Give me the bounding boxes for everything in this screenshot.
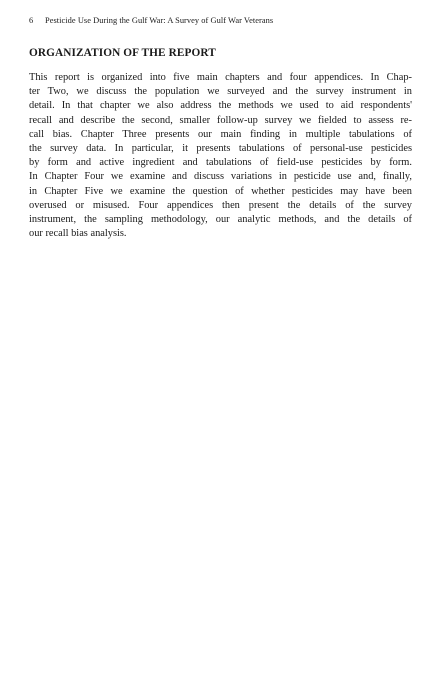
paragraph-line: instrument, the sampling methodology, our analytic methods, and the details of xyxy=(29,214,412,226)
paragraph-line: in Chapter Five we examine the question of whether pesticides may have been xyxy=(29,185,412,197)
running-title: Pesticide Use During the Gulf War: A Survey of Gulf War Veterans xyxy=(45,16,274,25)
paragraph-line: This report is organized into five main chapters and four appendices. In Chap- xyxy=(29,72,412,83)
page-number: 6 xyxy=(29,16,34,25)
paragraph-line: call bias. Chapter Three presents our main finding in multiple tabulations of xyxy=(29,128,412,140)
paragraph-line: by form and active ingredient and tabulations of field-use pesticides by form. xyxy=(29,157,412,169)
paragraph-line: the survey data. In particular, it presents tabulations of personal-use pesticides xyxy=(29,143,412,155)
paragraph-line: recall and describe the second, smaller follow-up survey we fielded to assess re- xyxy=(29,114,412,126)
paragraph-line: In Chapter Four we examine and discuss variations in pesticide use and, finally, xyxy=(29,171,412,183)
running-header xyxy=(29,15,429,26)
paragraph-line: ter Two, we discuss the population we surveyed and the survey instrument in xyxy=(29,86,412,98)
paragraph-line: overused or misused. Four appendices then present the details of the survey xyxy=(29,199,412,211)
body-paragraph xyxy=(29,71,412,241)
paragraph-line: our recall bias analysis. xyxy=(29,228,127,240)
paragraph-line: detail. In that chapter we also address the methods we used to aid respondents' xyxy=(29,100,412,112)
section-heading: ORGANIZATION OF THE REPORT xyxy=(29,47,216,59)
